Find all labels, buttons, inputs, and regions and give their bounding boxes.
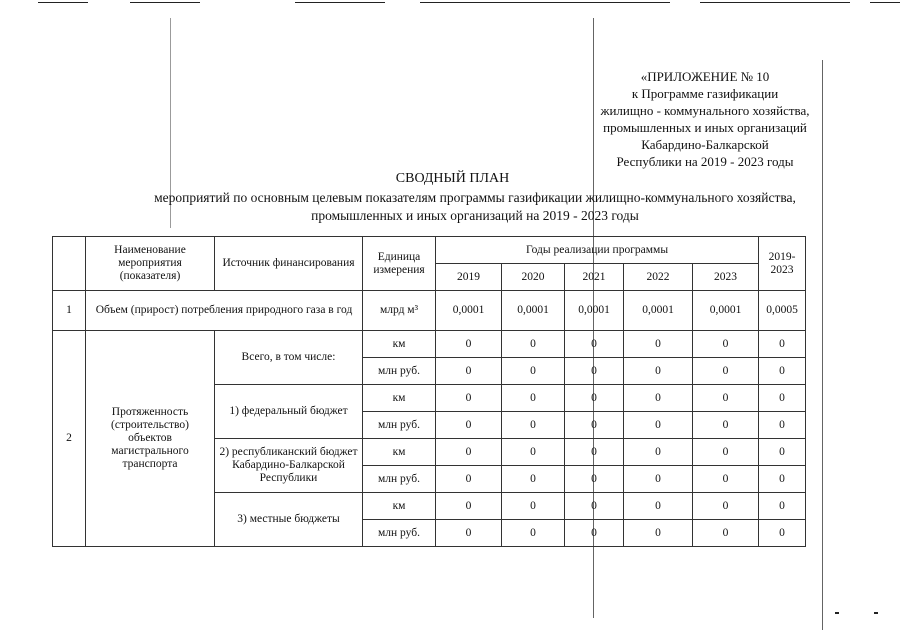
scan-artifact-line — [700, 2, 850, 3]
value-cell: 0 — [624, 439, 693, 466]
value-cell: 0 — [436, 331, 502, 358]
value-cell: 0 — [759, 331, 806, 358]
scan-artifact-line — [38, 2, 88, 3]
value-cell: 0 — [565, 466, 624, 493]
value-cell: 0 — [759, 466, 806, 493]
value-cell: 0 — [624, 412, 693, 439]
unit-cell: млн руб. — [363, 466, 436, 493]
header-num — [53, 237, 86, 291]
value-cell: 0 — [436, 466, 502, 493]
scan-artifact-line — [874, 612, 878, 614]
appendix-line: Республики на 2019 - 2023 годы — [616, 154, 794, 169]
value-cell: 0 — [624, 331, 693, 358]
appendix-line: к Программе газификации — [631, 86, 779, 101]
value-cell: 0 — [436, 493, 502, 520]
funding-source: Всего, в том числе: — [215, 331, 363, 385]
funding-source: 1) федеральный бюджет — [215, 385, 363, 439]
value-cell: 0 — [502, 493, 565, 520]
value-cell: 0 — [565, 520, 624, 547]
value-cell: 0,0001 — [624, 291, 693, 331]
value-cell: 0 — [565, 331, 624, 358]
header-source: Источник финансирования — [215, 237, 363, 291]
value-cell: 0,0001 — [502, 291, 565, 331]
value-cell: 0 — [693, 358, 759, 385]
value-cell: 0 — [624, 358, 693, 385]
header-year: 2020 — [502, 264, 565, 291]
scan-artifact-line — [835, 612, 839, 614]
value-cell: 0 — [565, 385, 624, 412]
value-cell: 0 — [565, 358, 624, 385]
funding-source: 2) республиканский бюджет Кабардино-Балкарской Республики — [215, 439, 363, 493]
value-cell: 0 — [759, 385, 806, 412]
value-cell: 0 — [693, 493, 759, 520]
funding-source: 3) местные бюджеты — [215, 493, 363, 547]
header-year: 2021 — [565, 264, 624, 291]
appendix-header — [560, 68, 850, 170]
scan-artifact-line — [420, 2, 670, 3]
appendix-line: «ПРИЛОЖЕНИЕ № 10 — [640, 69, 770, 84]
unit-cell: млрд м³ — [363, 291, 436, 331]
value-cell: 0 — [502, 439, 565, 466]
value-cell: 0 — [565, 493, 624, 520]
unit-cell: млн руб. — [363, 358, 436, 385]
header-unit: Единица измерения — [363, 237, 436, 291]
indicator-name: Протяженность (строительство) объектов магистрального транспорта — [86, 331, 215, 547]
value-cell: 0 — [759, 493, 806, 520]
value-cell: 0 — [759, 439, 806, 466]
value-cell: 0 — [565, 439, 624, 466]
value-cell: 0 — [436, 439, 502, 466]
value-cell: 0 — [693, 520, 759, 547]
value-cell: 0,0005 — [759, 291, 806, 331]
value-cell: 0 — [502, 520, 565, 547]
value-cell: 0 — [759, 358, 806, 385]
unit-cell: км — [363, 331, 436, 358]
value-cell: 0 — [436, 385, 502, 412]
value-cell: 0 — [436, 358, 502, 385]
value-cell: 0 — [693, 439, 759, 466]
unit-cell: млн руб. — [363, 412, 436, 439]
value-cell: 0 — [502, 466, 565, 493]
row-number: 2 — [53, 331, 86, 547]
appendix-line: промышленных и иных организаций — [603, 120, 807, 135]
value-cell: 0 — [624, 493, 693, 520]
value-cell: 0 — [693, 466, 759, 493]
value-cell: 0 — [502, 412, 565, 439]
value-cell: 0 — [693, 385, 759, 412]
value-cell: 0 — [624, 466, 693, 493]
appendix-line: Кабардино-Балкарской — [641, 137, 769, 152]
value-cell: 0 — [759, 412, 806, 439]
value-cell: 0 — [502, 385, 565, 412]
value-cell: 0 — [624, 520, 693, 547]
unit-cell: км — [363, 493, 436, 520]
value-cell: 0,0001 — [565, 291, 624, 331]
summary-plan-table — [52, 236, 806, 547]
header-year: 2022 — [624, 264, 693, 291]
header-name: Наименование мероприятия (показателя) — [86, 237, 215, 291]
indicator-name: Объем (прирост) потребления природного газа в год — [86, 291, 363, 331]
value-cell: 0 — [502, 331, 565, 358]
unit-cell: км — [363, 385, 436, 412]
subtitle-line: мероприятий по основным целевым показателям программы газификации жилищно-коммунального хозяйства, — [154, 190, 796, 205]
document-subtitle — [60, 189, 890, 225]
appendix-line: жилищно - коммунального хозяйства, — [600, 103, 810, 118]
value-cell: 0 — [436, 520, 502, 547]
value-cell: 0 — [624, 385, 693, 412]
unit-cell: км — [363, 439, 436, 466]
value-cell: 0 — [502, 358, 565, 385]
value-cell: 0 — [693, 331, 759, 358]
value-cell: 0,0001 — [693, 291, 759, 331]
value-cell: 0 — [436, 412, 502, 439]
value-cell: 0,0001 — [436, 291, 502, 331]
row-number: 1 — [53, 291, 86, 331]
scan-artifact-line — [870, 2, 900, 3]
scan-artifact-line — [130, 2, 200, 3]
unit-cell: млн руб. — [363, 520, 436, 547]
document-title: СВОДНЫЙ ПЛАН — [395, 171, 510, 186]
header-years-group: Годы реализации программы — [436, 237, 759, 264]
scan-artifact-line — [295, 2, 385, 3]
value-cell: 0 — [759, 520, 806, 547]
value-cell: 0 — [693, 412, 759, 439]
header-total: 2019-2023 — [759, 237, 806, 291]
header-year: 2023 — [693, 264, 759, 291]
value-cell: 0 — [565, 412, 624, 439]
header-year: 2019 — [436, 264, 502, 291]
subtitle-line: промышленных и иных организаций на 2019 - 2023 годы — [311, 208, 639, 223]
